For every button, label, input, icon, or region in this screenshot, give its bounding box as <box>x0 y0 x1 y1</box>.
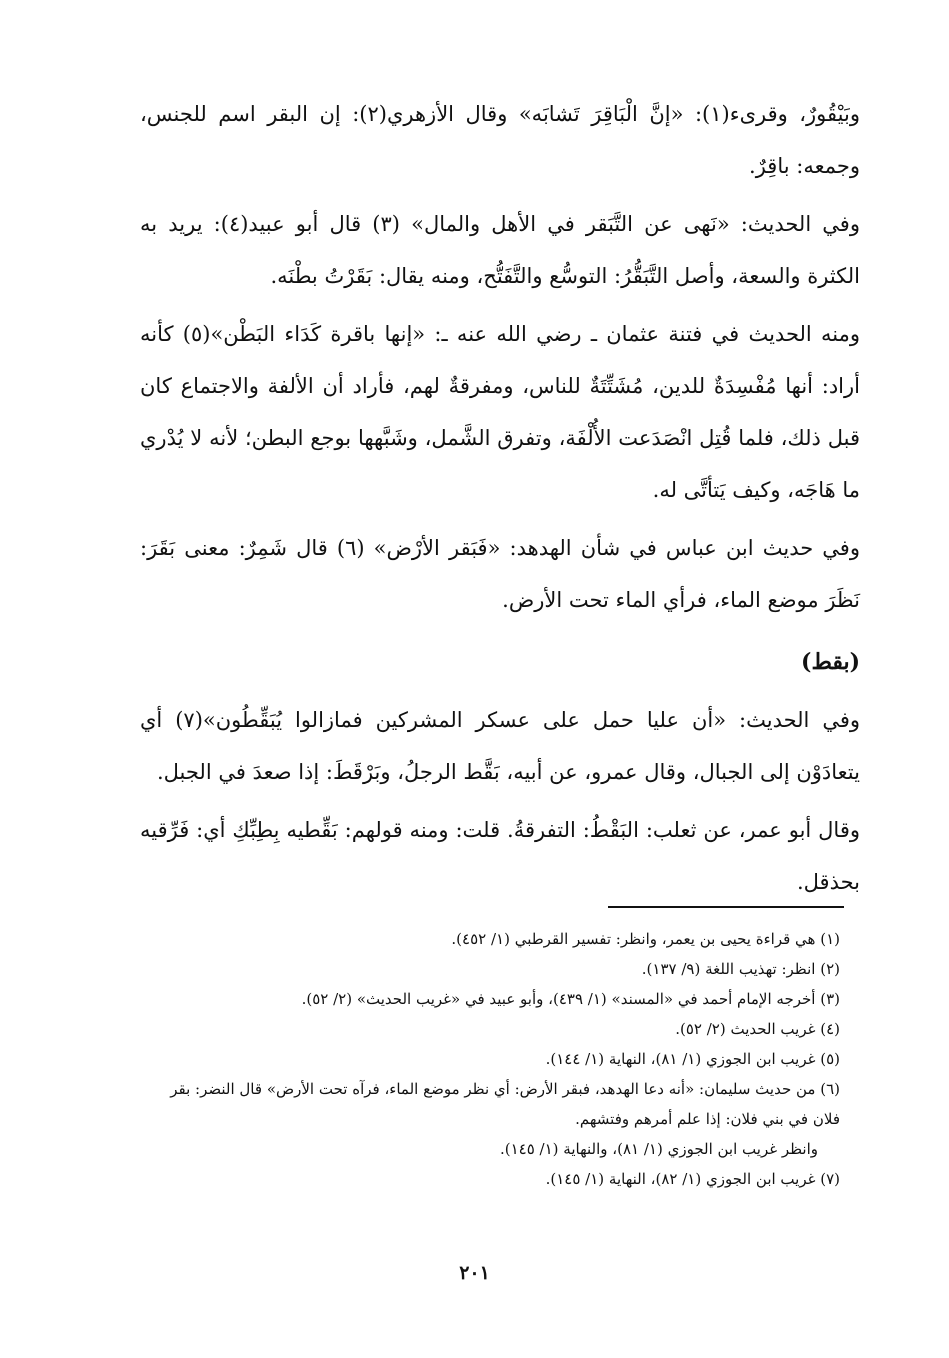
paragraph-6: وقال أبو عمر، عن ثعلب: البَقْطُ: التفرقةُ. قلت: ومنه قولهم: بَقِّطيه بِطِبِّكِ أي: فَرِّقيه بحذقل. <box>140 818 860 894</box>
paragraph-2: وفي الحديث: «نَهى عن التَّبَقر في الأهل والمال» (٣) قال أبو عبيد(٤): يريد به الكثرة والسعة، وأصل التَّبَقُّرُ: التوسُّع والتَّفَتُّح، ومنه يقال: بَقَرْتُ بطْنَه. <box>140 212 860 288</box>
section-heading: (بقط) <box>801 649 860 675</box>
paragraph-3: ومنه الحديث في فتنة عثمان ـ رضي الله عنه ـ: «إنها باقرة كَدَاء البَطْن»(٥) كأنه أراد: أنها مُفْسِدَةٌ للدين، مُشَتِّتَةٌ للناس، ومفرقةٌ لهم، فأراد أن الألفة والاجتماع كان قبل ذلك، فلما قُتِل انْصَدَعت الأُلْفَة، وتفرق الشَّمل، وشَبَّهها بوجع البطن؛ لأنه لا يُدْري ما هَاجَه، وكيف يَتأتَّى له. <box>140 322 860 502</box>
paragraph-5: وفي الحديث: «أن عليا حمل على عسكر المشركين فمازالوا يُبَقِّطُون»(٧) أي يتعادَوْن إلى الجبال، وقال عمرو، عن أبيه، بَقَّط الرجلُ، وبَرْقَطَ: إذا صعدَ في الجبل. <box>140 708 861 784</box>
footnote-3: (٣) أخرجه الإمام أحمد في «المسند» (١/ ٤٣٩)، وأبو عبيد في «غريب الحديث» (٢/ ٥٢). <box>301 990 840 1008</box>
paragraph-4: وفي حديث ابن عباس في شأن الهدهد: «فَبَقر الأرْض» (٦) قال شَمِرٌ: معنى بَقَرَ: نَظَرَ موضع الماء، فرأي الماء تحت الأرض. <box>140 536 860 612</box>
footnote-2: (٢) انظر: تهذيب اللغة (٩/ ١٣٧). <box>641 960 840 978</box>
footnote-6-continuation: وانظر غريب ابن الجوزي (١/ ٨١)، والنهاية (١/ ١٤٥). <box>499 1140 818 1158</box>
paragraph-1: وبَيْقُورٌ، وقرىء(١): «إنَّ الْبَاقِرَ تَشابَه» وقال الأزهري(٢): إن البقر اسم للجنس، وجمعه: باقِرٌ. <box>140 102 860 178</box>
footnote-1: (١) هي قراءة يحيى بن يعمر، وانظر: تفسير القرطبي (١/ ٤٥٢). <box>451 930 840 948</box>
footnote-5: (٥) غريب ابن الجوزي (١/ ٨١)، النهاية (١/ ١٤٤). <box>545 1050 840 1068</box>
footnote-6: (٦) من حديث سليمان: «أنه دعا الهدهد، فبقر الأرض: أي نظر موضع الماء، فرآه تحت الأرض» قال النضر: بقر فلان في بني فلان: إذا علم أمرهم وفتشهم. <box>170 1080 840 1128</box>
page-number: ٢٠١ <box>459 1262 490 1284</box>
footnote-divider <box>608 906 844 908</box>
main-text <box>140 88 860 908</box>
footnotes <box>140 924 840 1194</box>
footnote-4: (٤) غريب الحديث (٢/ ٥٢). <box>675 1020 840 1038</box>
footnote-7: (٧) غريب ابن الجوزي (١/ ٨٢)، النهاية (١/ ١٤٥). <box>545 1170 840 1188</box>
